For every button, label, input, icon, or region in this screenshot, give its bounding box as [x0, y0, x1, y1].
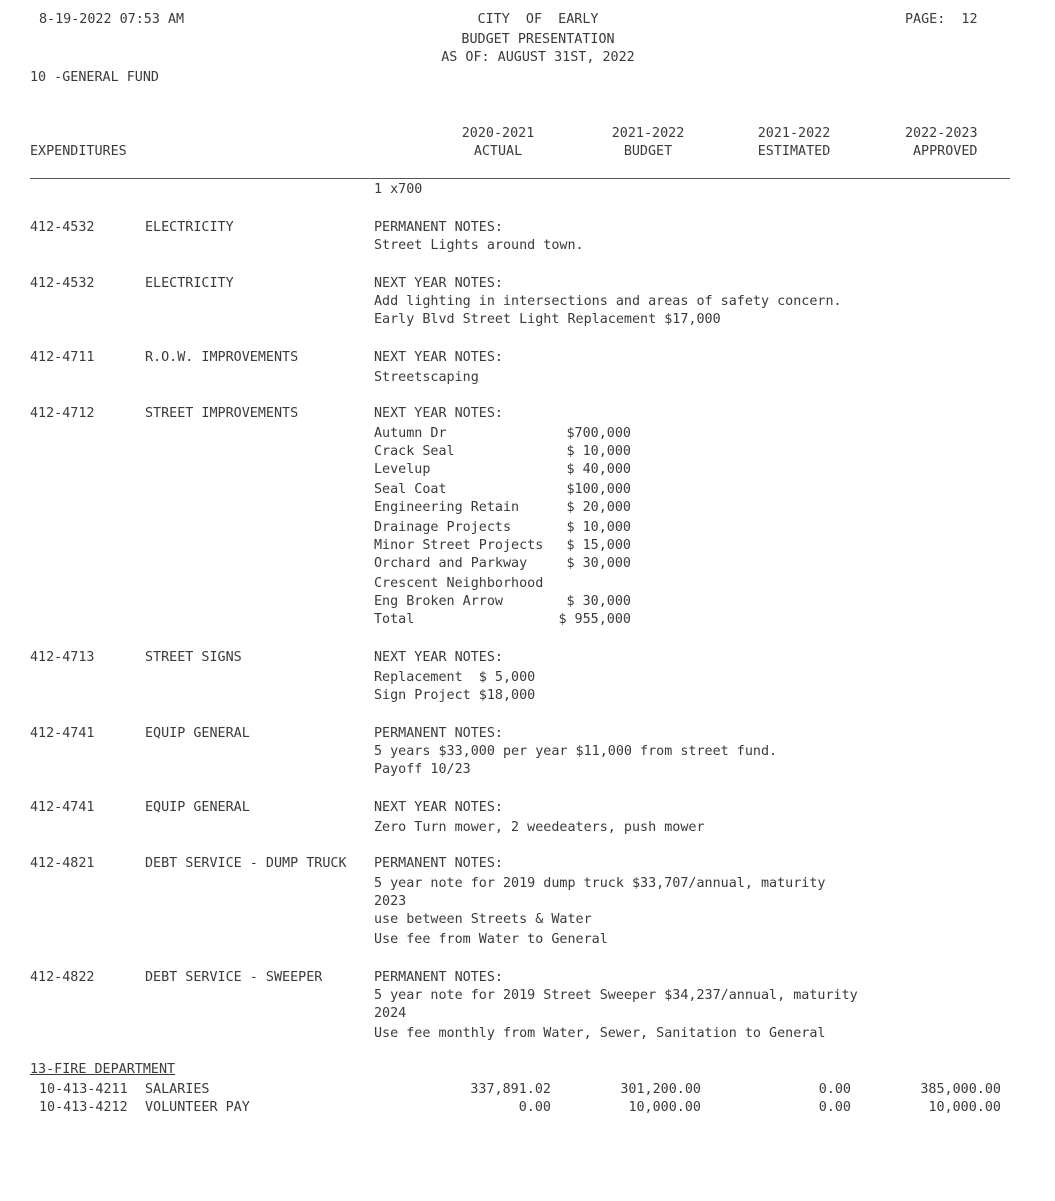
project-amount: $ 30,000 — [566, 556, 631, 571]
entry-notes-type: PERMANENT NOTES: — [374, 970, 503, 985]
entry-notes-type: NEXT YEAR NOTES: — [374, 350, 503, 365]
entry-note-line: use between Streets & Water — [374, 912, 592, 927]
entry-notes-type: NEXT YEAR NOTES: — [374, 406, 503, 421]
col-estimated-year: 2021-2022 — [757, 126, 831, 141]
city-name: CITY OF EARLY — [477, 12, 599, 27]
entry-account: 412-4741 — [30, 800, 95, 815]
row-budget: 10,000.00 — [628, 1100, 701, 1115]
entry-name: R.O.W. IMPROVEMENTS — [145, 350, 299, 365]
project-name: Engineering Retain — [374, 500, 520, 515]
entry-account: 412-4822 — [30, 970, 95, 985]
report-title: BUDGET PRESENTATION — [461, 32, 615, 47]
project-name: Orchard and Parkway — [374, 556, 528, 571]
project-amount: $700,000 — [566, 426, 631, 441]
row-account: 10-413-4212 — [39, 1100, 128, 1115]
entry-note-line: Use fee from Water to General — [374, 932, 608, 947]
entry-notes-type: PERMANENT NOTES: — [374, 856, 503, 871]
row-account: 10-413-4211 — [39, 1082, 128, 1097]
entry-note-line: 2024 — [374, 1006, 407, 1021]
entry-note-line: Replacement $ 5,000 — [374, 670, 536, 685]
col-budget-year: 2021-2022 — [611, 126, 685, 141]
project-name: Drainage Projects — [374, 520, 512, 535]
entry-note-line: 2023 — [374, 894, 407, 909]
project-amount: $ 20,000 — [566, 500, 631, 515]
entry-name: EQUIP GENERAL — [145, 726, 250, 741]
project-name: Seal Coat — [374, 482, 447, 497]
entry-name: ELECTRICITY — [145, 220, 234, 235]
entry-account: 412-4712 — [30, 406, 95, 421]
row-actual: 0.00 — [518, 1100, 551, 1115]
project-amount: $ 30,000 — [566, 594, 631, 609]
department-title: 13-FIRE DEPARTMENT — [30, 1062, 176, 1077]
project-total-label: Total — [374, 612, 415, 627]
project-amount: $ 10,000 — [566, 520, 631, 535]
row-name: VOLUNTEER PAY — [145, 1100, 250, 1115]
col-actual-label: ACTUAL — [473, 144, 523, 159]
project-name: Crescent Neighborhood — [374, 576, 544, 591]
entry-account: 412-4821 — [30, 856, 95, 871]
entry-note-line: Early Blvd Street Light Replacement $17,000 — [374, 312, 721, 327]
as-of-date: AS OF: AUGUST 31ST, 2022 — [441, 50, 635, 65]
entry-name: ELECTRICITY — [145, 276, 234, 291]
project-name: Minor Street Projects — [374, 538, 544, 553]
entry-note-line: Street Lights around town. — [374, 238, 584, 253]
col-actual-year: 2020-2021 — [461, 126, 535, 141]
project-amount: $100,000 — [566, 482, 631, 497]
entry-note-line: Sign Project $18,000 — [374, 688, 536, 703]
entry-name: EQUIP GENERAL — [145, 800, 250, 815]
entry-notes-type: NEXT YEAR NOTES: — [374, 276, 503, 291]
section-label: EXPENDITURES — [30, 144, 127, 159]
row-approved: 385,000.00 — [920, 1082, 1001, 1097]
project-amount: $ 10,000 — [566, 444, 631, 459]
entry-name: STREET SIGNS — [145, 650, 242, 665]
project-name: Autumn Dr — [374, 426, 447, 441]
entry-note-line: Zero Turn mower, 2 weedeaters, push mower — [374, 820, 705, 835]
project-name: Levelup — [374, 462, 431, 477]
entry-account: 412-4741 — [30, 726, 95, 741]
row-actual: 337,891.02 — [470, 1082, 551, 1097]
page-number: PAGE: 12 — [905, 12, 978, 27]
entry-note-line: 5 years $33,000 per year $11,000 from street fund. — [374, 744, 778, 759]
report-datetime: 8-19-2022 07:53 AM — [39, 12, 185, 27]
entry-name: DEBT SERVICE - SWEEPER — [145, 970, 323, 985]
entry-notes-type: PERMANENT NOTES: — [374, 726, 503, 741]
project-amount — [520, 575, 631, 593]
row-approved: 10,000.00 — [928, 1100, 1001, 1115]
carryover-note: 1 x700 — [374, 182, 423, 197]
project-name: Eng Broken Arrow — [374, 594, 503, 609]
row-name: SALARIES — [145, 1082, 210, 1097]
entry-account: 412-4713 — [30, 650, 95, 665]
entry-account: 412-4532 — [30, 220, 95, 235]
col-estimated-label: ESTIMATED — [757, 144, 831, 159]
entry-note-line: Payoff 10/23 — [374, 762, 471, 777]
entry-account: 412-4532 — [30, 276, 95, 291]
project-amount: $ 15,000 — [566, 538, 631, 553]
entry-notes-type: PERMANENT NOTES: — [374, 220, 503, 235]
project-total-amount: $ 955,000 — [558, 612, 631, 627]
row-budget: 301,200.00 — [620, 1082, 701, 1097]
entry-name: DEBT SERVICE - DUMP TRUCK — [145, 856, 347, 871]
col-approved-label: APPROVED — [913, 144, 978, 159]
project-amount: $ 40,000 — [566, 462, 631, 477]
entry-notes-type: NEXT YEAR NOTES: — [374, 800, 503, 815]
entry-note-line: Add lighting in intersections and areas of safety concern. — [374, 294, 842, 309]
row-estimated: 0.00 — [818, 1082, 851, 1097]
entry-notes-type: NEXT YEAR NOTES: — [374, 650, 503, 665]
fund-name: 10 -GENERAL FUND — [30, 70, 159, 85]
entry-note-line: 5 year note for 2019 dump truck $33,707/annual, maturity — [374, 876, 826, 891]
header-divider — [30, 178, 1010, 179]
entry-note-line: Use fee monthly from Water, Sewer, Sanitation to General — [374, 1026, 826, 1041]
entry-note-line: 5 year note for 2019 Street Sweeper $34,237/annual, maturity — [374, 988, 858, 1003]
entry-name: STREET IMPROVEMENTS — [145, 406, 299, 421]
entry-account: 412-4711 — [30, 350, 95, 365]
col-approved-year: 2022-2023 — [905, 126, 978, 141]
entry-note-line: Streetscaping — [374, 370, 479, 385]
project-name: Crack Seal — [374, 444, 455, 459]
row-estimated: 0.00 — [818, 1100, 851, 1115]
col-budget-label: BUDGET — [623, 144, 673, 159]
